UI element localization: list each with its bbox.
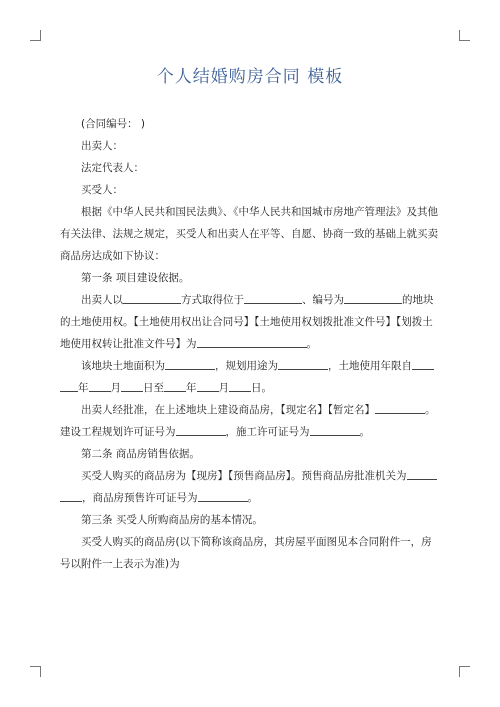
blank-underline — [60, 380, 78, 392]
blank-underline — [229, 380, 251, 392]
text-span: 日。 — [251, 382, 272, 394]
blank-underline — [121, 380, 143, 392]
blank-underline — [197, 336, 307, 348]
blank-underline — [164, 380, 186, 392]
text-span: 月 — [110, 382, 121, 394]
blank-underline — [310, 424, 360, 436]
text-span: ，土地使用年限自 — [328, 360, 412, 372]
blank-underline — [412, 358, 434, 370]
article-2-heading: 第二条 商品房销售依据。 — [81, 448, 200, 460]
article-1-building-paragraph — [60, 399, 441, 443]
document-title: 个人结婚购房合同 模板 — [156, 67, 344, 87]
blank-underline — [60, 490, 82, 502]
text-span: 日至 — [143, 382, 164, 394]
text-span: ，规划用途为 — [215, 360, 278, 372]
document-body — [60, 113, 441, 575]
legal-representative-line: 法定代表人： — [81, 162, 144, 174]
blank-underline — [344, 292, 402, 304]
text-span: 的地块的土地使用权。【土地使用权出让合同号】【土地使用权划拨批准文件号】【划拨土地使用权转让批准文件号】为 — [60, 294, 434, 350]
text-span: 、编号为 — [302, 294, 344, 306]
blank-underline — [89, 380, 111, 392]
text-span: 。 — [247, 492, 258, 504]
blank-underline — [123, 292, 181, 304]
blank-underline — [278, 358, 328, 370]
text-span: 买受人购买的商品房为【现房】【预售商品房】。预售商品房批准机关为 — [81, 470, 407, 482]
text-span: 年 — [186, 382, 197, 394]
text-span: 出卖人经批准，在上述地块上建设商品房，【现定名】【暂定名】 — [81, 404, 375, 416]
text-span: 出卖人以 — [81, 294, 123, 306]
page-corner-mark-bottom-right — [459, 666, 470, 677]
article-2-sale-paragraph — [60, 465, 441, 509]
article-1-heading: 第一条 项目建设依据。 — [81, 272, 190, 284]
text-span: 月 — [218, 382, 229, 394]
text-span: 。 — [359, 426, 370, 438]
text-span: 。 — [306, 338, 317, 350]
text-span: ，施工许可证号为 — [225, 426, 310, 438]
blank-underline — [244, 292, 302, 304]
text-span: 。建设工程规划许可证号为 — [60, 404, 436, 438]
text-span: 该地块土地面积为 — [81, 360, 165, 372]
intro-paragraph: 根据《中华人民共和国民法典》、《中华人民共和国城市房地产管理法》及其他有关法律、法规之规定，买受人和出卖人在平等、自愿、协商一致的基础上就买卖商品房达成如下协议： — [60, 206, 438, 262]
text-span: 方式取得位于 — [181, 294, 244, 306]
article-3-house-paragraph: 买受人购买的商品房(以下简称该商品房，其房屋平面图见本合同附件一，房号以附件一上表示为准)为 — [60, 536, 432, 570]
article-1-area-paragraph — [60, 355, 441, 399]
contract-number-line: (合同编号： ) — [81, 118, 146, 130]
article-1-land-paragraph — [60, 289, 441, 355]
article-3-heading: 第三条 买受人所购商品房的基本情况。 — [81, 514, 263, 526]
text-span: ，商品房预售许可证号为 — [82, 492, 198, 504]
blank-underline — [407, 468, 437, 480]
buyer-line: 买受人： — [81, 184, 123, 196]
blank-underline — [176, 424, 226, 436]
text-span: 年 — [78, 382, 89, 394]
page-corner-mark-top-right — [459, 30, 470, 41]
page-corner-mark-top-left — [30, 30, 41, 41]
blank-underline — [375, 402, 425, 414]
blank-underline — [165, 358, 215, 370]
page-corner-mark-bottom-left — [30, 666, 41, 677]
seller-line: 出卖人： — [81, 140, 123, 152]
blank-underline — [197, 380, 219, 392]
blank-underline — [198, 490, 248, 502]
